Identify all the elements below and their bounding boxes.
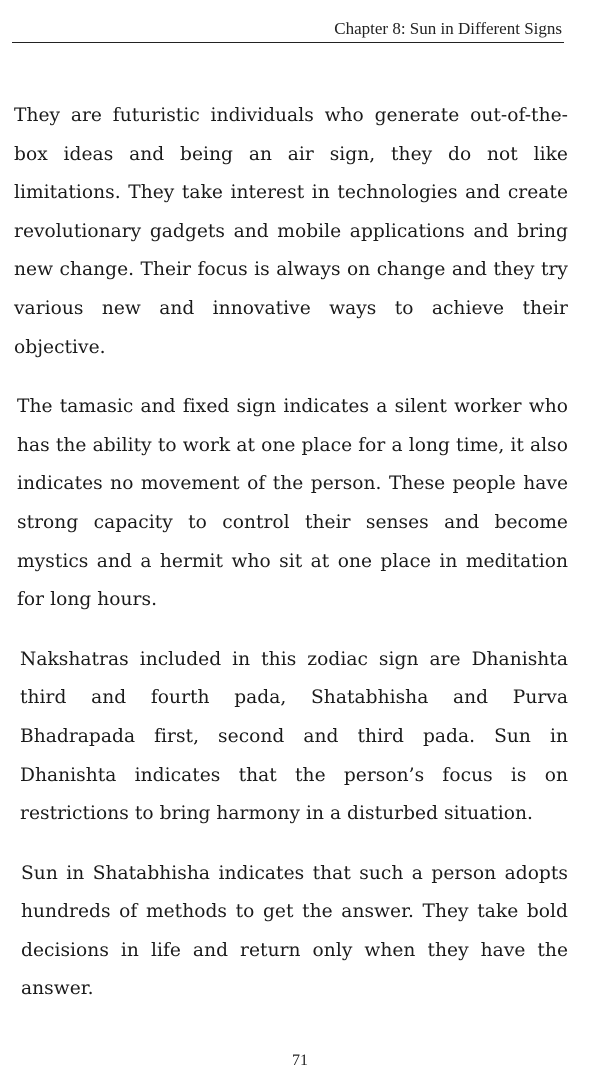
paragraph-3: Nakshatras included in this zodiac sign are Dhanishta third and fourth pada, Shatabhisha and Purva Bhadrapada first, second and third pada. Sun in Dhanishta indicates that the person’s focus is on restrictions to bring harmony in a disturbed situation.: [20, 648, 568, 825]
chapter-title: Chapter 8: Sun in Different Signs: [334, 19, 562, 38]
paragraph-4: Sun in Shatabhisha indicates that such a person adopts hundreds of methods to get the answer. They take bold decisions in life and return only when they have the answer.: [21, 862, 568, 1000]
running-header: [12, 18, 564, 43]
page-body: [14, 97, 568, 1030]
paragraph-1: They are futuristic individuals who generate out-of-the-box ideas and being an air sign, they do not like limitations. They take interest in technologies and create revolutionary gadgets and mobile applications and bring new change. Their focus is always on change and they try various new and innovative ways to achieve their objective.: [14, 105, 568, 358]
page-number: 71: [292, 1052, 308, 1069]
paragraph-2: The tamasic and fixed sign indicates a silent worker who has the ability to work at one place for a long time, it also indicates no movement of the person. These people have strong capacity to control their senses and become mystics and a hermit who sit at one place in meditation for long hours.: [17, 396, 568, 611]
